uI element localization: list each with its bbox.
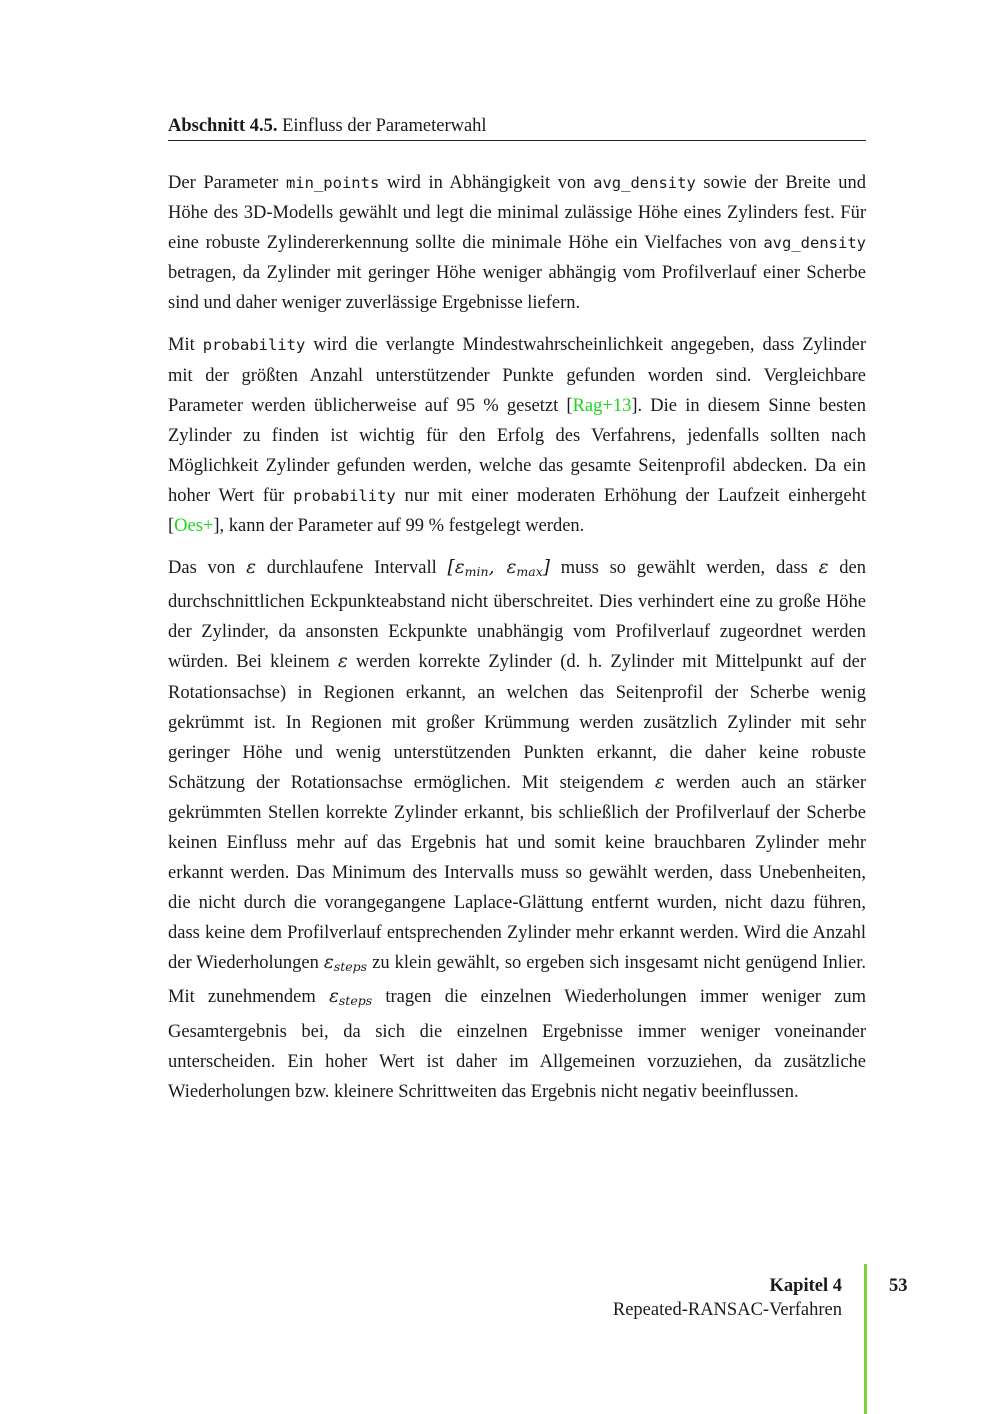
- text: betragen, da Zylinder mit geringer Höhe weniger abhängig vom Profilverlauf einer Scherbe sind und daher weniger zuverlässige Ergebnisse liefern.: [168, 263, 866, 314]
- text: werden korrekte Zylinder (d. h. Zylinder mit Mittelpunkt auf der Rotationsachse) in Regionen erkannt, an welchen das Seitenprofil der Scherbe wenig gekrümmt ist. In Regionen mit großer Krümmung werden zusätzlich Zylinder mit sehr geringer Höhe und wenig unterstützenden Punkten erkannt, die daher keine robuste Schätzung der Rotationsachse ermöglichen. Mit steigendem: [168, 652, 867, 793]
- math-epsilon: ε: [246, 557, 256, 579]
- running-header: [168, 114, 866, 141]
- text: wird die verlangte Mindestwahrscheinlichkeit angegeben, dass Zylinder mit der größten Anzahl unterstützender Punkte gefunden worden sind. Vergleichbare Parameter werden üblicherweise auf: [168, 335, 866, 416]
- code-min-points: min_points: [285, 174, 380, 192]
- section-title: Einfluss der Parameterwahl: [282, 116, 487, 136]
- subscript: max: [516, 564, 543, 580]
- text: nur mit einer moderaten Erhöhung der Laufzeit einhergeht [: [168, 485, 866, 537]
- page-number: 53: [889, 1276, 908, 1296]
- text: tragen die einzelnen Wiederholungen immer weniger zum Gesamtergebnis bei, da sich die einzelnen Ergebnisse immer weniger voneinander unterscheiden. Ein hoher Wert ist daher im Allgemeinen vorzuziehen, da zusätzliche Wiederholungen bzw. kleinere Schrittweiten das Ergebnis nicht negativ beeinflussen.: [168, 987, 866, 1102]
- text: wird in Abhängigkeit von: [379, 173, 594, 193]
- code-probability: probability: [202, 336, 306, 355]
- value-95: 95 %: [456, 395, 499, 416]
- text: ], kann der Parameter auf: [213, 516, 406, 537]
- text: durchlaufene Intervall: [256, 558, 448, 579]
- code-avg-density: avg_density: [763, 234, 866, 253]
- text: sowie der Breite und Höhe des 3D-Modells gewählt und legt die minimal zulässige Höhe eines Zylinders fest. Für eine robuste Zylindererkennung sollte die minimale Höhe ein Vielfaches von: [168, 173, 867, 254]
- text: festgelegt werden.: [444, 516, 585, 537]
- math-epsilon: ε: [337, 651, 348, 673]
- math-epsilon-steps: [329, 986, 372, 1007]
- math-interval: [448, 557, 550, 578]
- text: ]: [542, 557, 550, 579]
- text: muss so gewählt werden, dass: [550, 558, 819, 579]
- text: zu klein gewählt, so ergeben sich insgesamt nicht genügend Inlier. Mit zunehmendem: [168, 953, 866, 1008]
- subscript: min: [464, 564, 489, 580]
- math-epsilon: ε: [654, 771, 665, 793]
- math-epsilon: ε: [818, 557, 829, 579]
- paragraph-probability: [168, 330, 866, 541]
- text: , ε: [488, 557, 517, 579]
- text: den durchschnittlichen Eckpunkteabstand nicht überschreitet. Dies verhindert eine zu große Höhe der Zylinder, da ansonsten Eckpunkte unabhängig vom Profilverlauf zugeordnet werden würden. Bei kleinem: [168, 558, 866, 673]
- body-text: [168, 168, 866, 1119]
- section-label: Abschnitt 4.5.: [168, 116, 278, 136]
- text: Mit: [168, 335, 203, 356]
- paragraph-epsilon: [168, 553, 866, 1107]
- subscript: steps: [333, 959, 368, 975]
- code-avg-density: avg_density: [593, 174, 696, 192]
- text: Das von: [168, 558, 247, 579]
- text: [ε: [447, 557, 465, 579]
- citation-link[interactable]: Rag+13: [572, 395, 632, 416]
- chapter-label: Kapitel 4: [769, 1276, 842, 1296]
- text: ]. Die in diesem Sinne besten Zylinder zu finden ist wichtig für den Erfolg des Verfahrens, jedenfalls sollten nach Möglichkeit Zylinder gefunden werden, welche das gesamte Seitenprofil abdecken. Da ein hoher Wert für: [168, 395, 866, 506]
- chapter-title: Repeated-RANSAC-Verfahren: [612, 1300, 842, 1320]
- text: ε: [328, 986, 339, 1008]
- footer-chapter: [613, 1274, 842, 1322]
- value-99: 99 %: [405, 516, 445, 537]
- text: Der Parameter: [168, 173, 286, 193]
- text: ε: [323, 952, 334, 974]
- subscript: steps: [338, 993, 373, 1009]
- code-probability: probability: [293, 486, 396, 505]
- math-epsilon-steps: [324, 952, 367, 973]
- citation-link[interactable]: Oes+: [174, 516, 214, 537]
- text: gesetzt [: [498, 395, 573, 416]
- text: werden auch an stärker gekrümmten Stellen korrekte Zylinder erkannt, bis schließlich der Profilverlauf der Scherbe keinen Einfluss mehr auf das Ergebnis hat und somit keine brauchbaren Zylinder mehr erkannt werden. Das Minimum des Intervalls muss so gewählt werden, dass Unebenheiten, die nicht durch die vorangegangene Laplace-Glättung entfernt wurden, nicht dazu führen, dass keine dem Profilverlauf entsprechenden Zylinder mehr erkannt werden. Wird die Anzahl der Wiederholungen: [168, 772, 866, 974]
- paragraph-min-points: [168, 168, 866, 318]
- footer-divider: [864, 1264, 867, 1414]
